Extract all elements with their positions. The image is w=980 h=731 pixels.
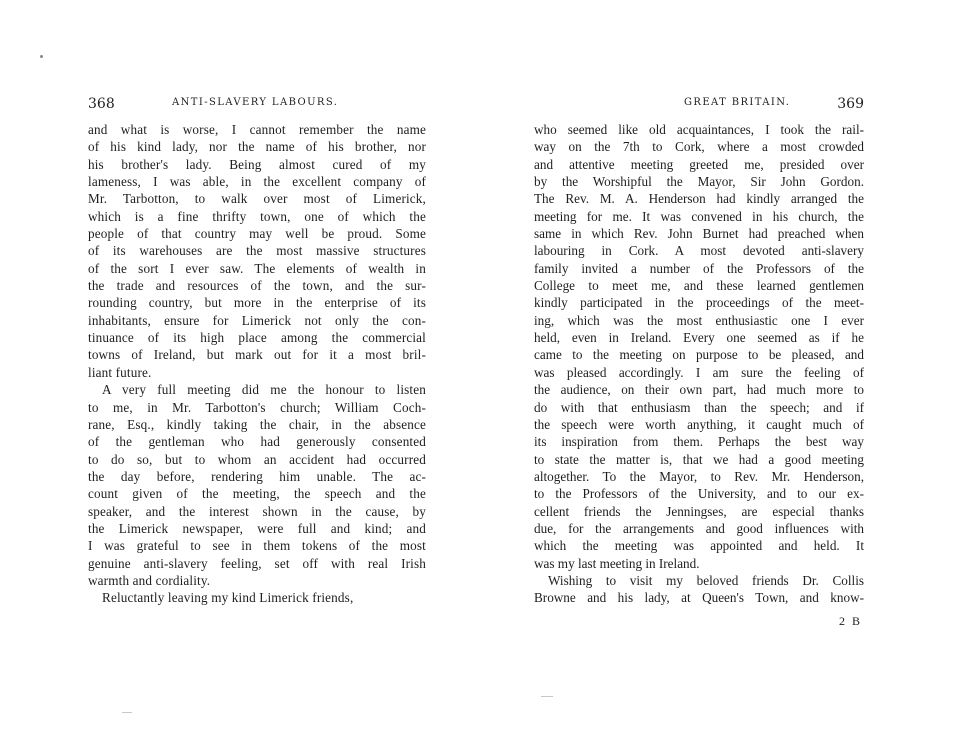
text-line: was pleased accordingly. I am sure the feeling of (534, 364, 864, 380)
left-page-text (88, 121, 426, 607)
text-line: labouring in Cork. A most devoted anti-slavery (534, 243, 864, 259)
text-line: Wishing to visit my beloved friends Dr. Collis (548, 572, 864, 588)
text-line: Reluctantly leaving my kind Limerick friends, (102, 590, 354, 606)
text-line: the Limerick newspaper, were full and kind; and (88, 520, 426, 536)
text-line: due, for the arrangements and good influences with (534, 520, 864, 536)
text-line: of its warehouses are the most massive structures (88, 243, 426, 259)
left-page-number: 368 (88, 96, 115, 112)
text-line: held, even in Ireland. Every one seemed as if he (534, 330, 864, 346)
text-line: rounding country, but more in the enterprise of its (88, 295, 426, 311)
right-running-head (534, 96, 864, 114)
text-line: and attentive meeting greeted me, presided over (534, 156, 864, 172)
text-line: of his kind lady, nor the name of his brother, nor (88, 139, 426, 155)
text-line: its inspiration from them. Perhaps the best way (534, 434, 864, 450)
text-line: speaker, and the interest shown in the cause, by (88, 503, 426, 519)
right-running-title: GREAT BRITAIN. (684, 97, 791, 108)
text-line: was my last meeting in Ireland. (534, 555, 700, 571)
right-page-text (534, 121, 864, 607)
text-line: of the sort I ever saw. The elements of wealth in (88, 260, 426, 276)
text-line: altogether. To the Mayor, to Rev. Mr. Henderson, (534, 468, 864, 484)
text-line: I was grateful to see in them tokens of the most (88, 538, 426, 554)
paper-mark (122, 712, 132, 713)
text-line: the day before, rendering him unable. The ac- (88, 468, 426, 484)
text-line: people of that country may well be proud. Some (88, 226, 426, 242)
text-line: came to the meeting on purpose to be pleased, and (534, 347, 864, 363)
left-running-head (88, 96, 426, 114)
text-line: the speech were worth anything, it caught much of (534, 416, 864, 432)
text-line: the audience, on their own part, had much more to (534, 382, 864, 398)
text-line: ing, which was the most enthusiastic one I ever (534, 312, 864, 328)
text-line: to me, in Mr. Tarbotton's church; William Coch- (88, 399, 426, 415)
right-page (490, 0, 980, 731)
signature-mark: 2 B (838, 614, 862, 628)
text-line: Mr. Tarbotton, to walk over most of Limerick, (88, 191, 426, 207)
text-line: Browne and his lady, at Queen's Town, and know- (534, 590, 864, 606)
text-line: warmth and cordiality. (88, 572, 211, 588)
text-line: to the Professors of the University, and to our ex- (534, 486, 864, 502)
text-line: kindly participated in the proceedings of the meet- (534, 295, 864, 311)
text-line: to state the matter is, that we had a good meeting (534, 451, 864, 467)
text-line: which is a fine thrifty town, one of which the (88, 208, 426, 224)
text-line: count given of the meeting, the speech and the (88, 486, 426, 502)
text-line: cellent friends the Jenningses, are especial thanks (534, 503, 864, 519)
text-line: liant future. (88, 364, 152, 380)
text-line: A very full meeting did me the honour to listen (102, 382, 426, 398)
text-line: family invited a number of the Professors of the (534, 260, 864, 276)
text-line: do with that enthusiasm than the speech; and if (534, 399, 864, 415)
text-line: towns of Ireland, but mark out for it a most bril- (88, 347, 426, 363)
paper-mark (541, 696, 553, 697)
text-line: meeting for me. It was convened in his church, the (534, 208, 864, 224)
text-line: rane, Esq., kindly taking the chair, in the absence (88, 416, 426, 432)
paper-speck (40, 55, 43, 58)
text-line: the trade and resources of the town, and the sur- (88, 278, 426, 294)
text-line: College to meet me, and these learned gentlemen (534, 278, 864, 294)
text-line: who seemed like old acquaintances, I took the rail- (534, 122, 864, 137)
left-running-title: ANTI-SLAVERY LABOURS. (172, 97, 339, 108)
text-line: same in which Rev. John Burnet had preached when (534, 226, 864, 242)
text-line: tinuance of its high place among the commercial (88, 330, 426, 346)
text-line: to do so, but to whom an accident had occurred (88, 451, 426, 467)
text-line: which the meeting was appointed and held. It (534, 538, 864, 554)
text-line: The Rev. M. A. Henderson had kindly arranged the (534, 191, 864, 207)
text-line: way on the 7th to Cork, where a most crowded (534, 139, 864, 155)
text-line: of the gentleman who had generously consented (88, 434, 426, 450)
text-line: lameness, I was able, in the excellent company of (88, 174, 426, 190)
right-page-number: 369 (837, 96, 864, 112)
text-line: his brother's lady. Being almost cured of my (88, 156, 426, 172)
text-line: by the Worshipful the Mayor, Sir John Gordon. (534, 174, 864, 190)
text-line: genuine anti-slavery feeling, set off with real Irish (88, 555, 426, 571)
text-line: and what is worse, I cannot remember the name (88, 122, 426, 137)
text-line: inhabitants, ensure for Limerick not only the con- (88, 312, 426, 328)
